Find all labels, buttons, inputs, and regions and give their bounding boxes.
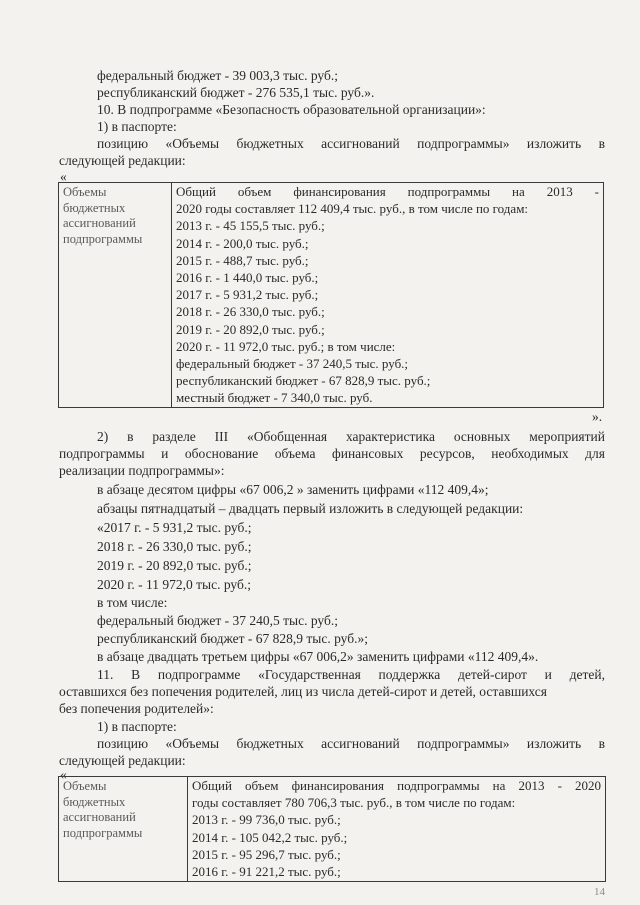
label-line: бюджетных [63,794,126,809]
value-line: 2020 г. - 11 972,0 тыс. руб.; в том числе: [176,338,396,354]
value-line: Общий объем финансирования подпрограммы на 2013 - [176,184,599,199]
text-line: позицию «Объемы бюджетных ассигнований подпрограммы» изложить в [97,736,605,751]
text-line: в том числе: [97,595,168,610]
open-quote: « [60,169,67,184]
table-value-cell [172,183,604,408]
label-line: Объемы [63,185,107,199]
value-line: 2020 годы составляет 112 409,4 тыс. руб., в том числе по годам: [176,201,529,217]
label-line: подпрограммы [63,825,143,840]
table-label-cell [59,183,172,408]
value-line: 2016 г. - 91 221,2 тыс. руб.; [192,864,341,880]
text-line: 10. В подпрограмме «Безопасность образовательной организации»: [97,102,486,117]
text-line: федеральный бюджет - 37 240,5 тыс. руб.; [97,613,338,628]
table-label-cell [59,777,188,882]
budget-table-1 [58,182,604,408]
value-line: 2014 г. - 105 042,2 тыс. руб.; [192,829,348,845]
text-line: абзацы пятнадцатый – двадцать первый изложить в следующей редакции: [97,501,524,516]
text-line: 2020 г. - 11 972,0 тыс. руб.; [97,577,251,592]
text-line: позицию «Объемы бюджетных ассигнований подпрограммы» изложить в [97,136,605,151]
text-line: «2017 г. - 5 931,2 тыс. руб.; [97,520,252,535]
text-line: республиканский бюджет - 67 828,9 тыс. руб.»; [97,631,368,646]
value-line: Общий объем финансирования подпрограммы на 2013 - 2020 [192,778,601,793]
value-line: 2014 г. - 200,0 тыс. руб.; [176,235,309,251]
open-quote: « [60,767,67,782]
label-line: ассигнований [63,216,136,230]
value-line: республиканский бюджет - 67 828,9 тыс. руб.; [176,373,431,389]
text-line: 2019 г. - 20 892,0 тыс. руб.; [97,558,252,573]
label-line: ассигнований [63,810,136,824]
text-line: 2018 г. - 26 330,0 тыс. руб.; [97,539,252,554]
table-value-cell [188,777,606,882]
text-line: оставшихся без попечения родителей, лиц из числа детей-сирот и детей, оставшихся [59,684,547,699]
text-line: 1) в паспорте: [97,719,177,734]
text-line: республиканский бюджет - 276 535,1 тыс. руб.». [97,85,375,100]
value-line: 2015 г. - 488,7 тыс. руб.; [176,252,309,268]
value-line: 2018 г. - 26 330,0 тыс. руб.; [176,304,325,320]
text-line: 1) в паспорте: [97,119,177,134]
text-line: следующей редакции: [59,153,186,168]
text-line: 2) в разделе III «Обобщенная характеристика основных мероприятий [97,429,605,444]
value-line: 2013 г. - 99 736,0 тыс. руб.; [192,812,341,828]
value-line: федеральный бюджет - 37 240,5 тыс. руб.; [176,356,409,372]
value-line: годы составляет 780 706,3 тыс. руб., в том числе по годам: [192,795,516,811]
value-line: местный бюджет - 7 340,0 тыс. руб. [176,390,373,406]
text-line: без попечения родителей»: [59,701,214,716]
text-line: в абзаце двадцать третьем цифры «67 006,2» заменить цифрами «112 409,4». [97,649,539,664]
label-line: бюджетных [63,200,126,215]
text-line: 11. В подпрограмме «Государственная поддержка детей-сирот и детей, [97,667,605,682]
text-line: реализации подпрограммы»: [59,463,225,478]
value-line: 2017 г. - 5 931,2 тыс. руб.; [176,287,319,303]
text-line: подпрограммы и обоснование объема финансовых ресурсов, необходимых для [59,446,605,461]
page-number: 14 [594,886,605,898]
label-line: подпрограммы [63,231,143,246]
value-line: 2015 г. - 95 296,7 тыс. руб.; [192,846,341,862]
value-line: 2016 г. - 1 440,0 тыс. руб.; [176,270,319,286]
text-line: федеральный бюджет - 39 003,3 тыс. руб.; [97,68,338,83]
value-line: 2019 г. - 20 892,0 тыс. руб.; [176,321,325,337]
text-line: в абзаце десятом цифры «67 006,2 » заменить цифрами «112 409,4»; [97,482,489,497]
label-line: Объемы [63,779,107,793]
text-line: следующей редакции: [59,753,186,768]
budget-table-2 [58,776,606,882]
value-line: 2013 г. - 45 155,5 тыс. руб.; [176,218,325,234]
close-quote: ». [592,409,603,424]
